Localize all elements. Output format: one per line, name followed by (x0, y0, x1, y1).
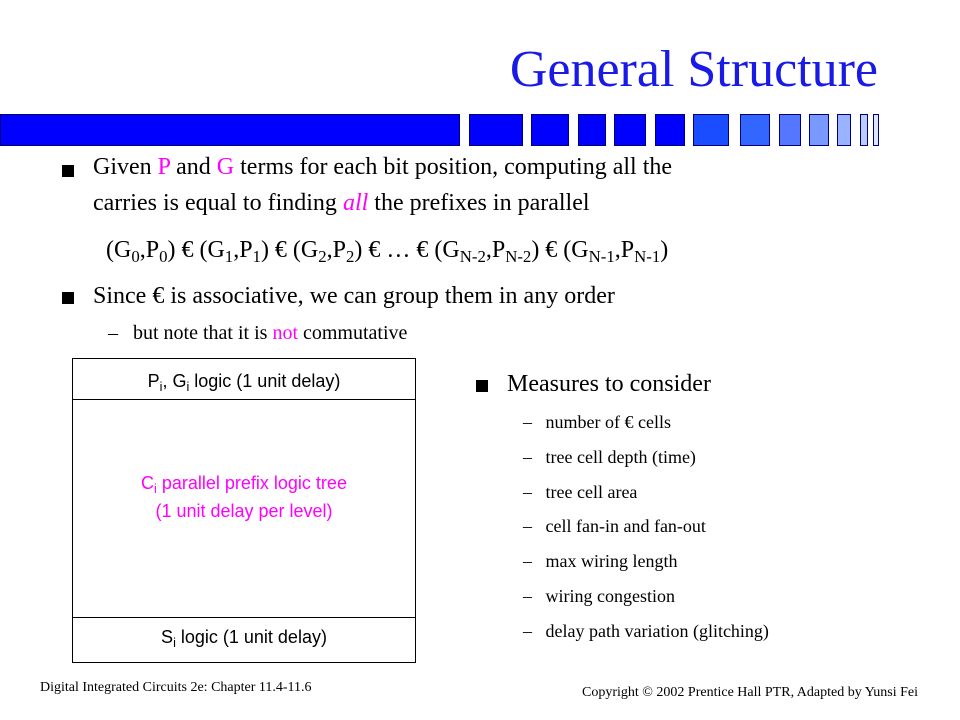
bar-segment (779, 114, 801, 146)
bullet-marker (62, 292, 74, 304)
list-item: – cell fan-in and fan-out (523, 516, 706, 536)
bullet-1-line-2: carries is equal to finding all the prefixes in parallel (93, 190, 590, 216)
bar-segment (0, 114, 460, 146)
bar-segment (531, 114, 569, 146)
adder-structure-diagram (72, 358, 416, 663)
footer-left: Digital Integrated Circuits 2e: Chapter 11.4-11.6 (40, 680, 312, 695)
bullet-marker (476, 380, 488, 392)
bullet-1-line-1: Given P and G terms for each bit position, computing all the (93, 154, 673, 180)
bar-segment (578, 114, 606, 146)
list-item: – delay path variation (glitching) (523, 621, 769, 641)
slide-title: General Structure (509, 41, 878, 98)
footer-right: Copyright © 2002 Prentice Hall PTR, Adapted by Yunsi Fei (582, 685, 918, 700)
prefix-tree-label-line-2: (1 unit delay per level) (155, 501, 333, 521)
diagram-divider (73, 399, 415, 400)
bar-segment (614, 114, 646, 146)
prefix-tree-label-line-1: $C_i$ parallel prefix logic tree (141, 473, 347, 496)
bullet-2: Since € is associative, we can group them in any order (93, 283, 615, 309)
list-item: – tree cell depth (time) (523, 447, 696, 467)
bar-segment (809, 114, 829, 146)
list-item: – number of € cells (523, 412, 671, 432)
list-item: – wiring congestion (523, 586, 675, 606)
diagram-divider (73, 617, 415, 618)
bar-segment (655, 114, 685, 146)
bar-segment (837, 114, 851, 146)
bar-segment (693, 114, 729, 146)
prefix-formula: $(G_0,P_0)$ € $(G_1,P_1)$ € $(G_2,P_2)$ € … € $(G_{N-2},P_{N-2})$ € $(G_{N-1},P_{N-1})$ (106, 237, 669, 267)
sum-logic-label: $S_i$ logic (1 unit delay) (161, 627, 327, 650)
bullet-2-subitem: – but note that it is not commutative (108, 322, 408, 344)
bar-segment (469, 114, 523, 146)
measures-heading: Measures to consider (507, 371, 711, 397)
pg-logic-label: $P_i$, $G_i$ logic (1 unit delay) (147, 371, 341, 394)
bar-segment (873, 114, 879, 146)
bar-segment (860, 114, 868, 146)
list-item: – max wiring length (523, 551, 678, 571)
bullet-marker (62, 165, 74, 177)
bar-segment (740, 114, 770, 146)
list-item: – tree cell area (523, 482, 638, 502)
